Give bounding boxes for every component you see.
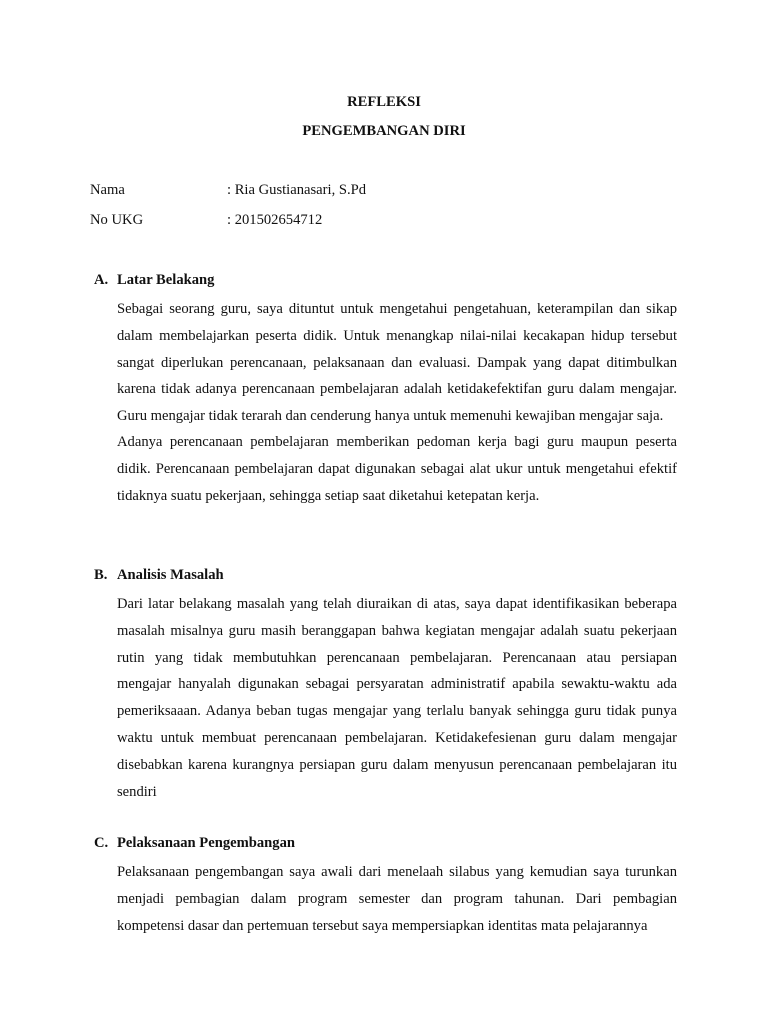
paragraph: Pelaksanaan pengembangan saya awali dari menelaah silabus yang kemudian saya turunkan menjadi pembagian dalam program semester dan program tahunan. Dari pembagian kompetensi dasar dan pertemuan tersebut saya mempersiapkan identitas mata pelajarannya [117,864,677,934]
section-pelaksanaan-pengembangan [94,833,678,939]
section-title: Latar Belakang [117,272,215,288]
info-row-name [90,182,690,202]
document-subtitle: PENGEMBANGAN DIRI [302,123,466,139]
name-value: : Ria Gustianasari, S.Pd [227,182,367,198]
section-heading [94,270,678,297]
paragraph: Dari latar belakang masalah yang telah diuraikan di atas, saya dapat identifikasikan beberapa masalah misalnya guru masih beranggapan bahwa kegiatan mengajar adalah suatu pekerjaan rutin yang tidak membutuhkan perencanaan pembelajaran. Perencanaan atau persiapan mengajar hanyalah digunakan sebagai persyaratan administratif apabila sewaktu-waktu ada pemeriksaaan. Adanya beban tugas mengajar yang terlalu banyak sehingga guru tidak punya waktu untuk membuat perencanaan pembelajaran. Ketidakefesienan guru dalam mengajar disebabkan karena kurangnya persiapan guru dalam menyusun perencanaan pembelajaran itu sendiri [117,596,677,800]
section-letter: B. [94,567,108,583]
section-heading [94,833,678,860]
section-latar-belakang [94,270,678,509]
paragraph: Adanya perencanaan pembelajaran memberikan pedoman kerja bagi guru maupun peserta didik. Perencanaan pembelajaran dapat digunakan sebagai alat ukur untuk mengetahui efektif tidaknya suatu pekerjaan, sehingga setiap saat diketahui ketepatan kerja. [117,433,677,504]
section-title: Pelaksanaan Pengembangan [117,835,295,851]
ukg-label: No UKG [90,212,144,228]
section-heading [94,565,678,592]
section-analisis-masalah [94,565,678,805]
paragraph: Sebagai seorang guru, saya dituntut untuk mengetahui pengetahuan, keterampilan dan sikap dalam membelajarkan peserta didik. Untuk menangkap nilai-nilai kecakapan hidup tersebut sangat diperlukan perencanaan, pelaksanaan dan evaluasi. Dampak yang dapat ditimbulkan karena tidak adanya perencanaan pembelajaran adalah ketidakefektifan guru dalam mengajar. Guru mengajar tidak terarah dan cenderung hanya untuk memenuhi kewajiban mengajar saja. [117,301,677,425]
name-label: Nama [90,182,125,198]
info-row-ukg [90,212,690,232]
document-title: REFLEKSI [347,94,421,110]
section-letter: A. [94,272,109,288]
section-title: Analisis Masalah [117,567,224,583]
section-letter: C. [94,835,109,851]
ukg-value: : 201502654712 [227,212,323,228]
